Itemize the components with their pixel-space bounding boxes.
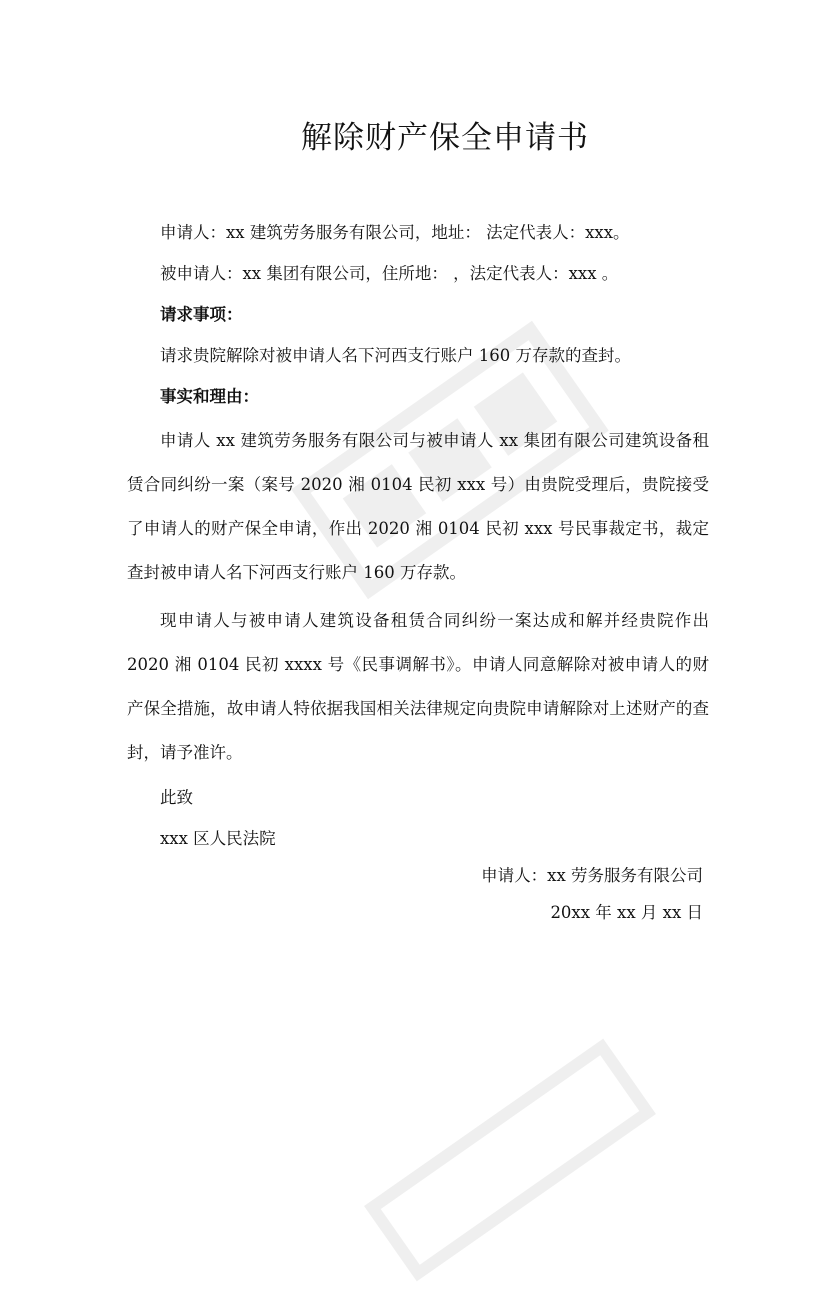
facts-paragraph-1: 申请人 xx 建筑劳务服务有限公司与被申请人 xx 集团有限公司建筑设备租赁合同纠纷一案（案号 2020 湘 0104 民初 xxx 号）由贵院受理后，贵院接受了申请人的财产保全申请，作出 2020 湘 0104 民初 xxx 号民事裁定书，裁定查封被申请人名下河西支行账户 160 万存款。 bbox=[127, 431, 709, 582]
request-heading: 请求事项： bbox=[160, 305, 243, 324]
facts-heading: 事实和理由： bbox=[160, 387, 259, 406]
court-name: xxx 区人民法院 bbox=[160, 829, 276, 848]
facts-paragraph-2: 现申请人与被申请人建筑设备租赁合同纠纷一案达成和解并经贵院作出 2020 湘 0104 民初 xxxx 号《民事调解书》。申请人同意解除对被申请人的财产保全措施，故申请人特依据我国相关法律规定向贵院申请解除对上述财产的查封，请予准许。 bbox=[127, 611, 709, 762]
applicant-line: 申请人：xx 建筑劳务服务有限公司，地址： 法定代表人：xxx。 bbox=[160, 223, 630, 242]
watermark-graphic-bottom bbox=[358, 1033, 661, 1287]
request-text: 请求贵院解除对被申请人名下河西支行账户 160 万存款的查封。 bbox=[160, 346, 631, 365]
date-line: 20xx 年 xx 月 xx 日 bbox=[550, 903, 703, 922]
signature-line: 申请人：xx 劳务服务有限公司 bbox=[481, 866, 703, 885]
salutation: 此致 bbox=[160, 788, 193, 807]
document-title: 解除财产保全申请书 bbox=[301, 120, 589, 156]
respondent-line: 被申请人：xx 集团有限公司，住所地： ，法定代表人：xxx 。 bbox=[160, 264, 619, 283]
document-body bbox=[127, 214, 709, 931]
